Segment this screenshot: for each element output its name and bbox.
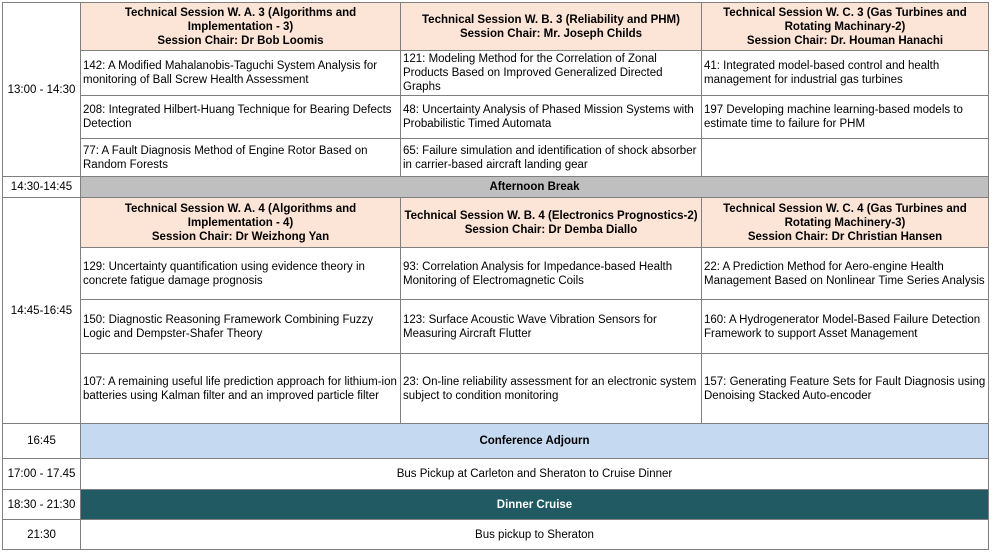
paper-cell: 160: A Hydrogenerator Model-Based Failure Detection Framework to support Asset Management (702, 300, 989, 354)
session-chair: Session Chair: Dr Weizhong Yan (151, 230, 330, 243)
bus-row (3, 459, 989, 490)
session-chair: Session Chair: Mr. Joseph Childs (459, 27, 643, 40)
paper-cell: 77: A Fault Diagnosis Method of Engine Rotor Based on Random Forests (81, 139, 401, 177)
paper-cell: 121: Modeling Method for the Correlation of Zonal Products Based on Improved Generalized Directed Graphs (401, 51, 702, 96)
paper-row (3, 300, 989, 354)
session-title: Technical Session W. C. 4 (Gas Turbines and Rotating Machinery-3) (723, 202, 967, 229)
paper-cell (702, 139, 989, 177)
session-title: Technical Session W. C. 3 (Gas Turbines and Rotating Machinary-2) (723, 6, 967, 33)
session-chair: Session Chair: Dr Demba Diallo (464, 223, 638, 236)
session-title: Technical Session W. B. 4 (Electronics Prognostics-2) (404, 209, 698, 222)
conference-adjourn: Conference Adjourn (81, 424, 989, 459)
paper-cell: 150: Diagnostic Reasoning Framework Combining Fuzzy Logic and Dempster-Shafer Theory (81, 300, 401, 354)
paper-row (3, 139, 989, 177)
session-header (401, 3, 702, 51)
time-slot: 21:30 (3, 520, 81, 550)
session-header-row (3, 198, 989, 248)
session-header (702, 3, 989, 51)
paper-cell: 123: Surface Acoustic Wave Vibration Sensors for Measuring Aircraft Flutter (401, 300, 702, 354)
session-header (401, 198, 702, 248)
cruise-row (3, 490, 989, 520)
time-slot: 18:30 - 21:30 (3, 490, 81, 520)
bus-pickup-cruise: Bus Pickup at Carleton and Sheraton to Cruise Dinner (81, 459, 989, 490)
paper-cell: 23: On-line reliability assessment for an electronic system subject to condition monitoring (401, 354, 702, 424)
session-title: Technical Session W. A. 4 (Algorithms and Implementation - 4) (124, 202, 357, 229)
bus-pickup-sheraton: Bus pickup to Sheraton (81, 520, 989, 550)
session-chair: Session Chair: Dr Christian Hansen (747, 230, 943, 243)
paper-cell: 107: A remaining useful life prediction approach for lithium-ion batteries using Kalman filter and an improved particle filter (81, 354, 401, 424)
time-slot: 13:00 - 14:30 (3, 3, 81, 177)
afternoon-break: Afternoon Break (81, 177, 989, 198)
time-slot: 14:45-16:45 (3, 198, 81, 424)
paper-row (3, 248, 989, 300)
time-slot: 17:00 - 17.45 (3, 459, 81, 490)
session-title: Technical Session W. B. 3 (Reliability and PHM) (422, 13, 680, 26)
paper-cell: 157: Generating Feature Sets for Fault Diagnosis using Denoising Stacked Auto-encoder (702, 354, 989, 424)
bus-row (3, 520, 989, 550)
paper-cell: 142: A Modified Mahalanobis-Taguchi System Analysis for monitoring of Ball Screw Health Assessment (81, 51, 401, 96)
paper-cell: 208: Integrated Hilbert-Huang Technique for Bearing Defects Detection (81, 96, 401, 139)
paper-row (3, 354, 989, 424)
paper-cell: 65: Failure simulation and identification of shock absorber in carrier-based aircraft landing gear (401, 139, 702, 177)
session-header (81, 198, 401, 248)
paper-cell: 129: Uncertainty quantification using evidence theory in concrete fatigue damage prognosis (81, 248, 401, 300)
session-header (702, 198, 989, 248)
paper-row (3, 96, 989, 139)
paper-cell: 197 Developing machine learning-based models to estimate time to failure for PHM (702, 96, 989, 139)
session-title: Technical Session W. A. 3 (Algorithms and Implementation - 3) (124, 6, 357, 33)
time-slot: 14:30-14:45 (3, 177, 81, 198)
paper-cell: 48: Uncertainty Analysis of Phased Mission Systems with Probabilistic Timed Automata (401, 96, 702, 139)
paper-cell: 41: Integrated model-based control and health management for industrial gas turbines (702, 51, 989, 96)
session-header (81, 3, 401, 51)
time-slot: 16:45 (3, 424, 81, 459)
session-chair: Session Chair: Dr Bob Loomis (157, 34, 324, 47)
paper-cell: 93: Correlation Analysis for Impedance-based Health Monitoring of Electromagnetic Coils (401, 248, 702, 300)
adjourn-row (3, 424, 989, 459)
schedule-table (2, 2, 989, 550)
session-chair: Session Chair: Dr. Houman Hanachi (746, 34, 944, 47)
paper-row (3, 51, 989, 96)
paper-cell: 22: A Prediction Method for Aero-engine Health Management Based on Nonlinear Time Series Analysis (702, 248, 989, 300)
break-row (3, 177, 989, 198)
session-header-row (3, 3, 989, 51)
dinner-cruise: Dinner Cruise (81, 490, 989, 520)
